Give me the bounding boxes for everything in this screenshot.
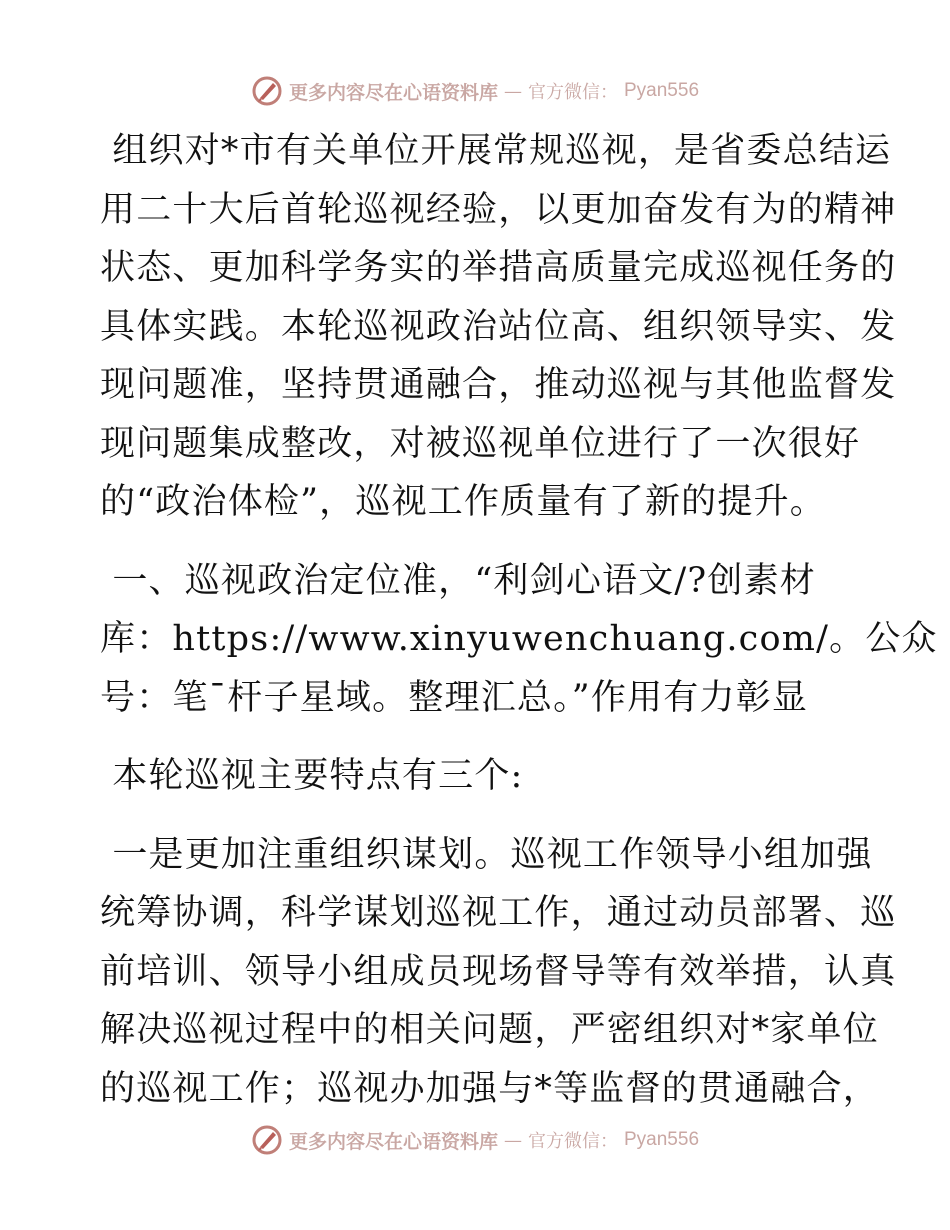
text-line: 的“政治体检”，巡视工作质量有了新的提升。 [100,482,826,522]
text-line: 具体实践。本轮巡视政治站位高、组织领导实、发 [100,306,897,347]
text-line: 统筹协调，科学谋划巡视工作，通过动员部署、巡 [100,893,897,933]
paragraph-2 [100,552,938,728]
pen-logo-icon [251,1124,283,1156]
watermark-dash: — [504,1129,522,1151]
watermark-wechat-id: Pyan556 [624,1129,700,1150]
text-line: 解决巡视过程中的相关问题，严密组织对*家单位 [100,1010,879,1050]
text-line: 号：笔¯杆子星域。整理汇总。”作用有力彰显 [100,677,809,718]
paragraph-1 [100,122,897,532]
watermark-main-text: 更多内容尽在心语资料库 [288,1130,498,1153]
text-line: 一、巡视政治定位准，“利剑心语文/?创素材 [100,560,816,601]
text-line: 现问题集成整改，对被巡视单位进行了一次很好 [100,423,861,464]
watermark-dash: — [504,80,522,102]
watermark-main-text: 更多内容尽在心语资料库 [288,81,498,104]
text-line: 一是更加注重组织谋划。巡视工作领导小组加强 [100,834,873,875]
paragraph-3 [100,747,860,806]
footer-watermark [0,1120,950,1160]
text-line: 状态、更加科学务实的举措高质量完成巡视任务的 [100,248,897,288]
text-line: 的巡视工作；巡视办加强与*等监督的贯通融合， [100,1068,879,1109]
watermark-official-label: 官方微信： [528,1131,618,1152]
text-line: 库：https://www.xinyuwenchuang.com/。公众 [100,619,938,659]
pen-logo-icon [251,75,283,107]
text-line: 现问题准，坚持贯通融合，推动巡视与其他监督发 [100,365,897,405]
text-line: 用二十大后首轮巡视经验，以更加奋发有为的精神 [100,189,897,230]
paragraph-4 [100,826,897,1119]
watermark-official-label: 官方微信： [528,82,618,103]
text-line: 组织对*市有关单位开展常规巡视，是省委总结运 [100,131,892,171]
text-line: 前培训、领导小组成员现场督导等有效举措，认真 [100,951,897,992]
watermark-wechat-id: Pyan556 [624,80,700,101]
document-body [100,122,938,1118]
text-line: 本轮巡视主要特点有三个: [100,756,524,796]
header-watermark [0,71,950,111]
